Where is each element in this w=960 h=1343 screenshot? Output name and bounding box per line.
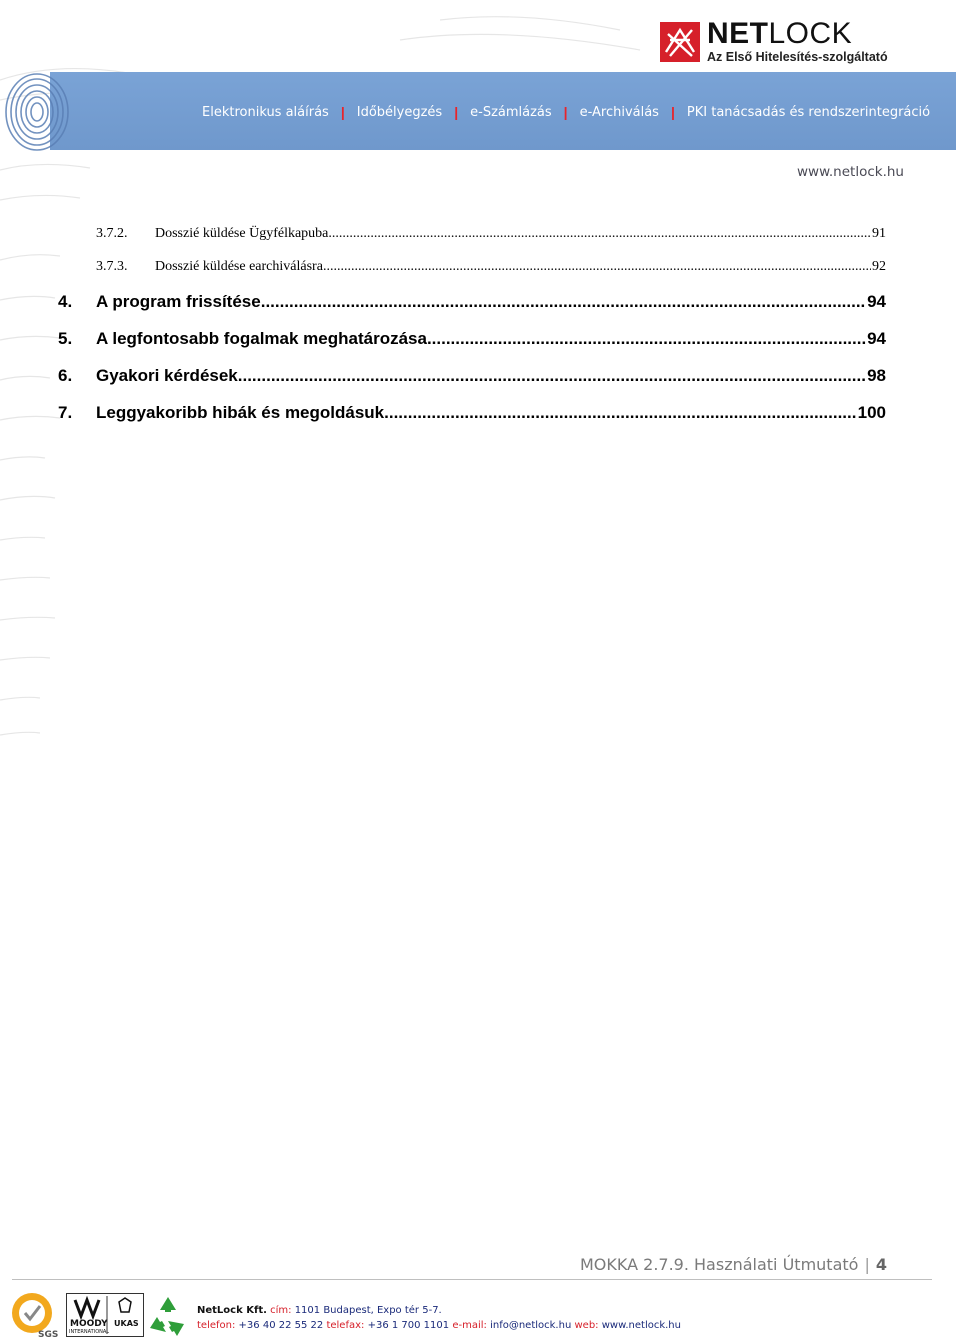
- address-label: cím:: [270, 1305, 292, 1316]
- toc-entry-title: Leggyakoribb hibák és megoldásuk: [96, 403, 385, 422]
- netlock-logo-mark-icon: [660, 22, 700, 62]
- web-label: web:: [574, 1320, 599, 1331]
- header-nav: [202, 104, 930, 120]
- moody-certification-badge: [66, 1293, 144, 1337]
- nav-item-elektronikus-alairas[interactable]: Elektronikus aláírás: [202, 104, 329, 120]
- ukas-label: UKAS: [114, 1319, 139, 1328]
- fax-value: +36 1 700 1101: [367, 1320, 450, 1331]
- address-value: 1101 Budapest, Expo tér 5-7.: [294, 1305, 442, 1316]
- moody-sub-label: INTERNATIONAL: [69, 1329, 110, 1335]
- web-link[interactable]: www.netlock.hu: [601, 1320, 681, 1331]
- toc-entry-title: Dosszié küldése earchiválásra: [155, 259, 323, 274]
- toc-entry-title: Dosszié küldése Ügyfélkapuba: [155, 226, 329, 241]
- nav-separator: |: [563, 104, 568, 120]
- company-name: NetLock Kft.: [197, 1305, 267, 1316]
- toc-entry[interactable]: [58, 292, 886, 329]
- toc-leader-dots: [328, 226, 871, 242]
- toc-entry-page: 94: [867, 329, 886, 348]
- toc-leader-dots: [238, 366, 866, 386]
- toc-leader-dots: [427, 329, 866, 349]
- toc-entry-page: 98: [867, 366, 886, 385]
- toc-entry-number: 3.7.3.: [96, 259, 128, 274]
- footer-contact-line: [197, 1318, 681, 1333]
- logo-tagline: Az Első Hitelesítés-szolgáltató: [707, 50, 888, 64]
- nav-item-e-archivalas[interactable]: e-Archiválás: [579, 104, 659, 120]
- toc-entry-number: 7.: [58, 403, 73, 422]
- toc-entry-title: A program frissítése: [96, 292, 261, 311]
- nav-separator: |: [340, 104, 345, 120]
- toc-leader-dots: [384, 403, 856, 423]
- toc-leader-dots: [323, 259, 871, 275]
- toc-entry[interactable]: [58, 403, 886, 440]
- fax-label: telefax:: [326, 1320, 365, 1331]
- recycle-icon: [146, 1294, 190, 1338]
- footer-divider: [12, 1279, 932, 1280]
- email-label: e-mail:: [452, 1320, 487, 1331]
- toc-entry-number: 6.: [58, 366, 73, 385]
- toc-entry-page: 92: [872, 259, 886, 274]
- footer-title-text: MOKKA 2.7.9. Használati Útmutató: [580, 1255, 859, 1274]
- toc-entry-page: 100: [857, 403, 886, 422]
- nav-separator: |: [454, 104, 459, 120]
- header-banner: [50, 72, 956, 150]
- fingerprint-icon: [2, 70, 72, 152]
- email-link[interactable]: info@netlock.hu: [490, 1320, 572, 1331]
- netlock-logo[interactable]: [660, 17, 910, 66]
- toc-entry-page: 91: [872, 226, 886, 241]
- moody-logo-icon: [67, 1294, 143, 1336]
- footer-page-number: 4: [875, 1255, 887, 1274]
- phone-label: telefon:: [197, 1320, 236, 1331]
- moody-label: MOODY: [70, 1319, 108, 1329]
- toc-entry-title: Gyakori kérdések: [96, 366, 238, 385]
- footer-doc-title: [580, 1255, 887, 1274]
- toc-entry-title: A legfontosabb fogalmak meghatározása: [96, 329, 427, 348]
- toc-entry-page: 94: [867, 292, 886, 311]
- nav-item-idobelyegzes[interactable]: Időbélyegzés: [356, 104, 443, 120]
- footer-contact-info: [197, 1303, 681, 1333]
- toc-entry[interactable]: [58, 259, 886, 292]
- nav-item-pki[interactable]: PKI tanácsadás és rendszerintegráció: [686, 104, 931, 120]
- toc-entry[interactable]: [58, 329, 886, 366]
- toc-entry-number: 3.7.2.: [96, 226, 128, 241]
- nav-separator: |: [670, 104, 675, 120]
- phone-value[interactable]: +36 40 22 55 22: [238, 1320, 324, 1331]
- table-of-contents: [58, 226, 886, 440]
- toc-entry-number: 5.: [58, 329, 73, 348]
- sgs-badge-label: SGS: [38, 1330, 58, 1339]
- toc-entry-number: 4.: [58, 292, 73, 311]
- nav-item-e-szamlazas[interactable]: e-Számlázás: [470, 104, 552, 120]
- toc-leader-dots: [261, 292, 866, 312]
- logo-wordmark: NETLOCK: [707, 17, 853, 50]
- toc-entry[interactable]: [58, 226, 886, 259]
- footer-separator: |: [864, 1255, 870, 1274]
- sgs-certification-icon: [10, 1291, 58, 1339]
- site-url-link[interactable]: www.netlock.hu: [797, 164, 904, 180]
- footer-address-line: [197, 1303, 681, 1318]
- toc-entry[interactable]: [58, 366, 886, 403]
